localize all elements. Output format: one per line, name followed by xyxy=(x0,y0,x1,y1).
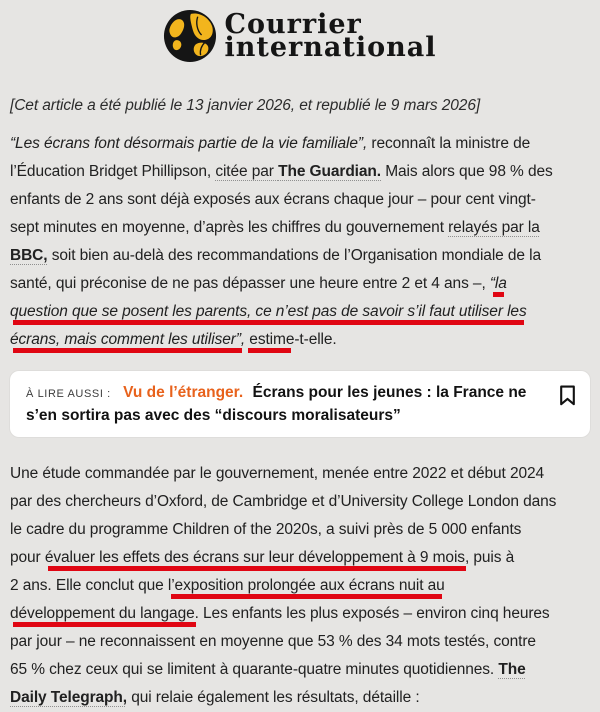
logo-line-2: international xyxy=(224,32,437,63)
text-run: qui relaie également les résultats, détaille : xyxy=(126,689,420,706)
paragraph-2 xyxy=(10,460,590,712)
red-underlined-text: l’exposition prolongée aux écrans nuit au xyxy=(167,577,445,594)
link-daily-telegraph[interactable]: Daily Telegraph, xyxy=(10,689,127,706)
text-run: l’Éducation Bridget Phillipson, xyxy=(10,163,216,180)
paragraph-1 xyxy=(10,130,590,354)
masthead-logo[interactable] xyxy=(10,8,590,64)
text-run: par jour – ne reconnaissent en moyenne que 53 % des 34 mots testés, contre xyxy=(10,633,536,650)
text-run: par des chercheurs d’Oxford, de Cambridge et d’University College London dans xyxy=(10,493,557,510)
text-line xyxy=(10,544,590,572)
bookmark-icon[interactable] xyxy=(559,385,576,406)
red-underlined-text: “la xyxy=(489,275,507,292)
read-also-card[interactable] xyxy=(10,371,590,437)
text-run: soit bien au-delà des recommandations de l’Organisation mondiale de la xyxy=(47,247,542,264)
text-run: Une étude commandée par le gouvernement, menée entre 2022 et début 2024 xyxy=(10,465,545,482)
text-run: “Les écrans font désormais partie de la vie familiale”, xyxy=(10,135,368,152)
publish-note: [Cet article a été publié le 13 janvier 2026, et republié le 9 mars 2026] xyxy=(10,97,481,114)
text-line xyxy=(10,214,590,242)
text-line xyxy=(10,600,590,628)
red-underlined-text: développement du langage. xyxy=(10,605,199,622)
link-the-guardian[interactable]: The Guardian. xyxy=(278,163,381,180)
red-underlined-text: question que se posent les parents, ce n’est pas de savoir s’il faut utiliser les xyxy=(10,303,527,320)
text-line xyxy=(10,130,590,158)
globe-icon xyxy=(163,9,217,63)
text-line xyxy=(10,488,590,516)
text-run: -t-elle. xyxy=(294,331,337,348)
text-run: Mais alors que 98 % des xyxy=(381,163,553,180)
text-line xyxy=(10,326,590,354)
read-also-text xyxy=(26,382,549,426)
text-line xyxy=(10,516,590,544)
text-line xyxy=(10,158,590,186)
text-line xyxy=(10,242,590,270)
text-run: puis à xyxy=(469,549,515,566)
text-run: reconnaît la ministre de xyxy=(367,135,531,152)
red-underlined-text: évaluer les effets des écrans sur leur développement à 9 mois, xyxy=(44,549,470,566)
link-bbc[interactable]: BBC, xyxy=(10,247,48,264)
text-run: le cadre du programme Children of the 2020s, a suivi près de 5 000 enfants xyxy=(10,521,522,538)
text-line xyxy=(10,270,590,298)
text-run: sept minutes en moyenne, d’après les chiffres du gouvernement xyxy=(10,219,449,236)
text-line xyxy=(10,684,590,712)
text-run: santé, qui préconise de ne pas dépasser une heure entre 2 et 4 ans –, xyxy=(10,275,490,292)
red-underlined-text: écrans, mais comment les utiliser”, xyxy=(10,331,246,348)
text-run: 65 % chez ceux qui se limitent à quarante-quatre minutes quotidiennes. xyxy=(10,661,499,678)
logo-line-1: Courrier xyxy=(224,9,362,40)
text-line xyxy=(10,656,590,684)
read-also-label: À LIRE AUSSI : xyxy=(26,388,111,400)
text-line xyxy=(10,460,590,488)
read-also-title[interactable]: Écrans pour les jeunes : la France ne s’en sortira pas avec des “discours moralisateurs” xyxy=(26,384,527,424)
read-also-kicker[interactable]: Vu de l’étranger. xyxy=(123,384,244,401)
link-daily-telegraph[interactable]: The xyxy=(498,661,526,678)
text-run: Les enfants les plus exposés – environ cinq heures xyxy=(198,605,550,622)
logo-wordmark xyxy=(224,9,437,63)
text-line xyxy=(10,298,590,326)
link-bbc[interactable]: relayés par la xyxy=(448,219,540,236)
link-the-guardian[interactable]: citée par xyxy=(215,163,279,180)
text-line xyxy=(10,186,590,214)
text-run: enfants de 2 ans sont déjà exposés aux écrans chaque jour – pour cent vingt- xyxy=(10,191,536,208)
red-underlined-text: estime xyxy=(245,331,295,348)
text-line xyxy=(10,572,590,600)
text-run: pour xyxy=(10,549,45,566)
text-run: 2 ans. Elle conclut que xyxy=(10,577,168,594)
text-line xyxy=(10,628,590,656)
